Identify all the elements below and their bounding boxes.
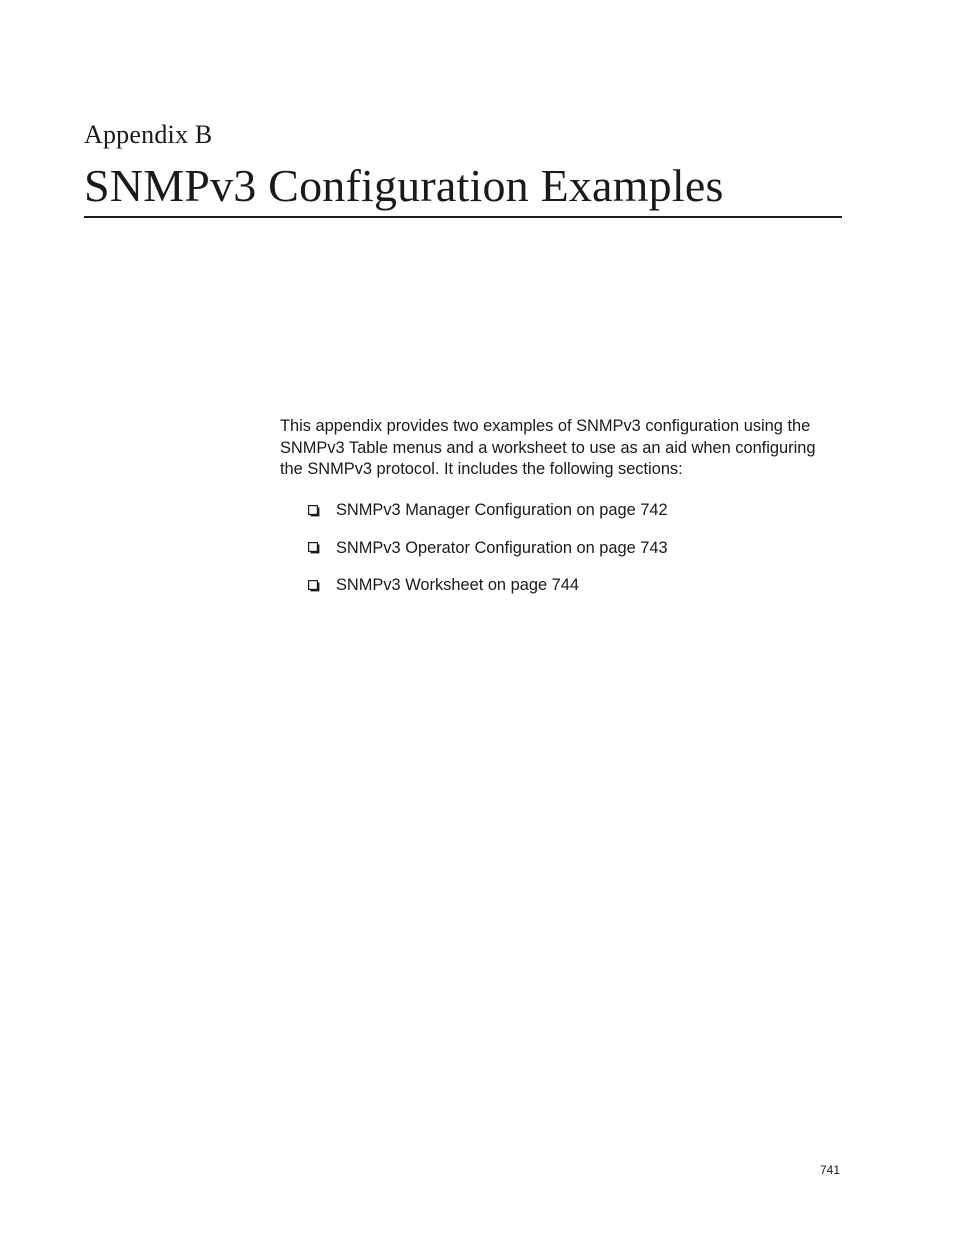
intro-paragraph: This appendix provides two examples of SNMPv3 configuration using the SNMPv3 Table menus and a worksheet to use as an aid when configuring the SNMPv3 protocol. It includes the following sections: — [280, 417, 816, 478]
title-divider — [84, 216, 842, 218]
checkbox-icon — [308, 505, 320, 517]
list-item — [308, 500, 668, 521]
section-link-label: SNMPv3 Worksheet on page 744 — [336, 576, 579, 594]
checkbox-icon — [308, 542, 320, 554]
page-title: SNMPv3 Configuration Examples — [84, 160, 724, 211]
appendix-label: Appendix B — [84, 120, 213, 149]
section-list — [308, 500, 668, 613]
section-link-label: SNMPv3 Operator Configuration on page 743 — [336, 538, 668, 557]
checkbox-icon — [308, 580, 320, 592]
list-item — [308, 538, 668, 559]
section-link-label: SNMPv3 Manager Configuration on page 742 — [336, 501, 668, 519]
page-number: 741 — [819, 1163, 840, 1177]
list-item — [308, 575, 668, 596]
